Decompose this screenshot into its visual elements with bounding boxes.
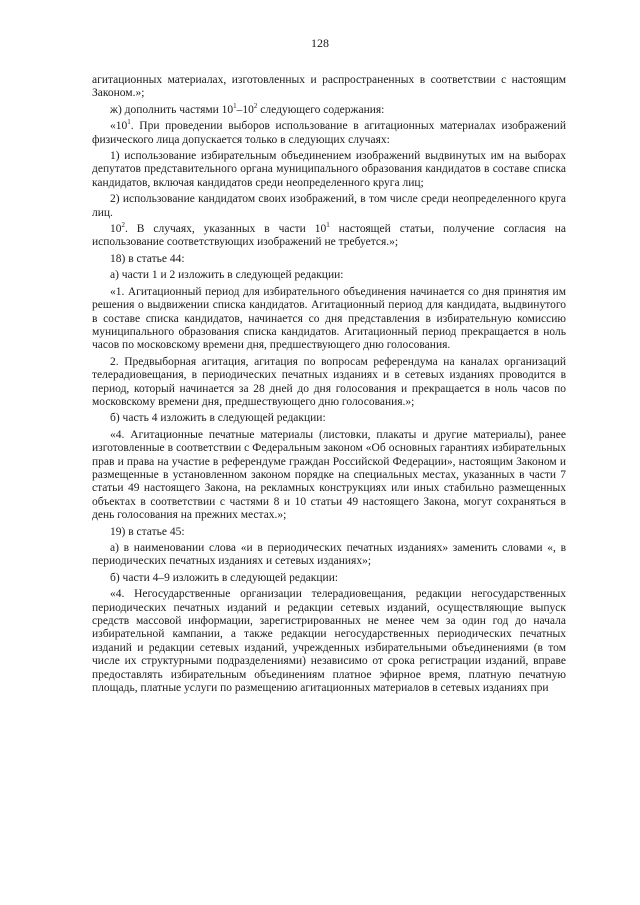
- superscript: 1: [326, 221, 330, 230]
- superscript: 1: [127, 118, 131, 127]
- paragraph-p5: $10^2$. В случаях, указанных в части $10^1$ настоящей статьи, получение согласия на использование соответствующих изображений не требуется.»;: [92, 221, 566, 249]
- paragraph-p6: 18) в статье 44:: [110, 252, 185, 265]
- paragraph-p4: 2) использование кандидатом своих изображений, в том числе среди неопределенного круга лиц.: [92, 193, 566, 219]
- superscript: 1: [233, 101, 237, 110]
- paragraph-p10: б) часть 4 изложить в следующей редакции:: [110, 412, 326, 425]
- paragraph-p9: 2. Предвыборная агитация, агитация по вопросам референдума на каналах организаций телерадиовещания, в периодических печатных изданиях и в сетевых изданиях проводится в период, который начинается за 28 дней до дня голосования и прекращается в ноль часов по московскому времени дня, предшествующего дню голосования.»;: [92, 355, 566, 408]
- superscript: 2: [121, 221, 125, 230]
- paragraph-p3: 1) использование избирательным объединением изображений выдвинутых им на выборах депутатов представительного органа муниципального образования кандидатов в составе списка кандидатов, включая кандидатов среди неопределенного круга лиц;: [92, 150, 566, 189]
- paragraph-p7: а) части 1 и 2 изложить в следующей редакции:: [110, 269, 344, 282]
- paragraph-p12: 19) в статье 45:: [110, 525, 185, 538]
- paragraph-p1: ж) дополнить частями $10^1-10^2$ следующего содержания:: [110, 101, 385, 116]
- paragraph-p15: «4. Негосударственные организации телерадиовещания, редакции негосударственных периодических печатных изданий и редакции сетевых изданий, осуществляющие выпуск средств массовой информации, зарегистрированных не менее чем за один год до начала избирательной кампании, а также редакции негосударственных периодических печатных изданий и редакции сетевых изданий, учрежденных избирательными объединениями (в том числе их структурными подразделениями) независимо от срока регистрации изданий, вправе предоставлять избирательным объединениям платное эфирное время, платную печатную площадь, платные услуги по размещению агитационных материалов в сетевых изданиях при: [92, 588, 566, 695]
- paragraph-p0: агитационных материалах, изготовленных и распространенных в соответствии с настоящим Законом.»;: [92, 74, 566, 100]
- paragraph-p13: а) в наименовании слова «и в периодических печатных изданиях» заменить словами «, в периодических печатных изданиях и сетевых изданиях»;: [92, 542, 566, 568]
- paragraph-p8: «1. Агитационный период для избирательного объединения начинается со дня принятия им решения о выдвижении списка кандидатов. Агитационный период для кандидата, выдвинутого в составе списка кандидатов, начинается со дня представления в избирательную комиссию муниципального образования списка кандидатов. Агитационный период прекращается в ноль часов по московскому времени дня, предшествующего дню голосования.: [92, 285, 566, 352]
- paragraph-p11: «4. Агитационные печатные материалы (листовки, плакаты и другие материалы), ранее изготовленные в соответствии с Федеральным законом «Об основных гарантиях избирательных прав и права на участие в референдуме граждан Российской Федерации», настоящим Законом и размещенные в установленном законом порядке на специальных местах, указанных в части 7 статьи 49 настоящего Закона, на рекламных конструкциях или иных стабильно размещенных объектах в соответствии с частями 8 и 10 статьи 49 настоящего Закона, могут сохраняться в день голосования на прежних местах.»;: [92, 428, 566, 522]
- superscript: 2: [253, 101, 258, 110]
- paragraph-p14: б) части 4–9 изложить в следующей редакции:: [110, 571, 339, 584]
- document-body: [92, 74, 566, 698]
- paragraph-p2: «$10^1$. При проведении выборов использование в агитационных материалах изображений физического лица допускается только в следующих случаях:: [92, 118, 566, 146]
- page-number: 128: [311, 36, 329, 50]
